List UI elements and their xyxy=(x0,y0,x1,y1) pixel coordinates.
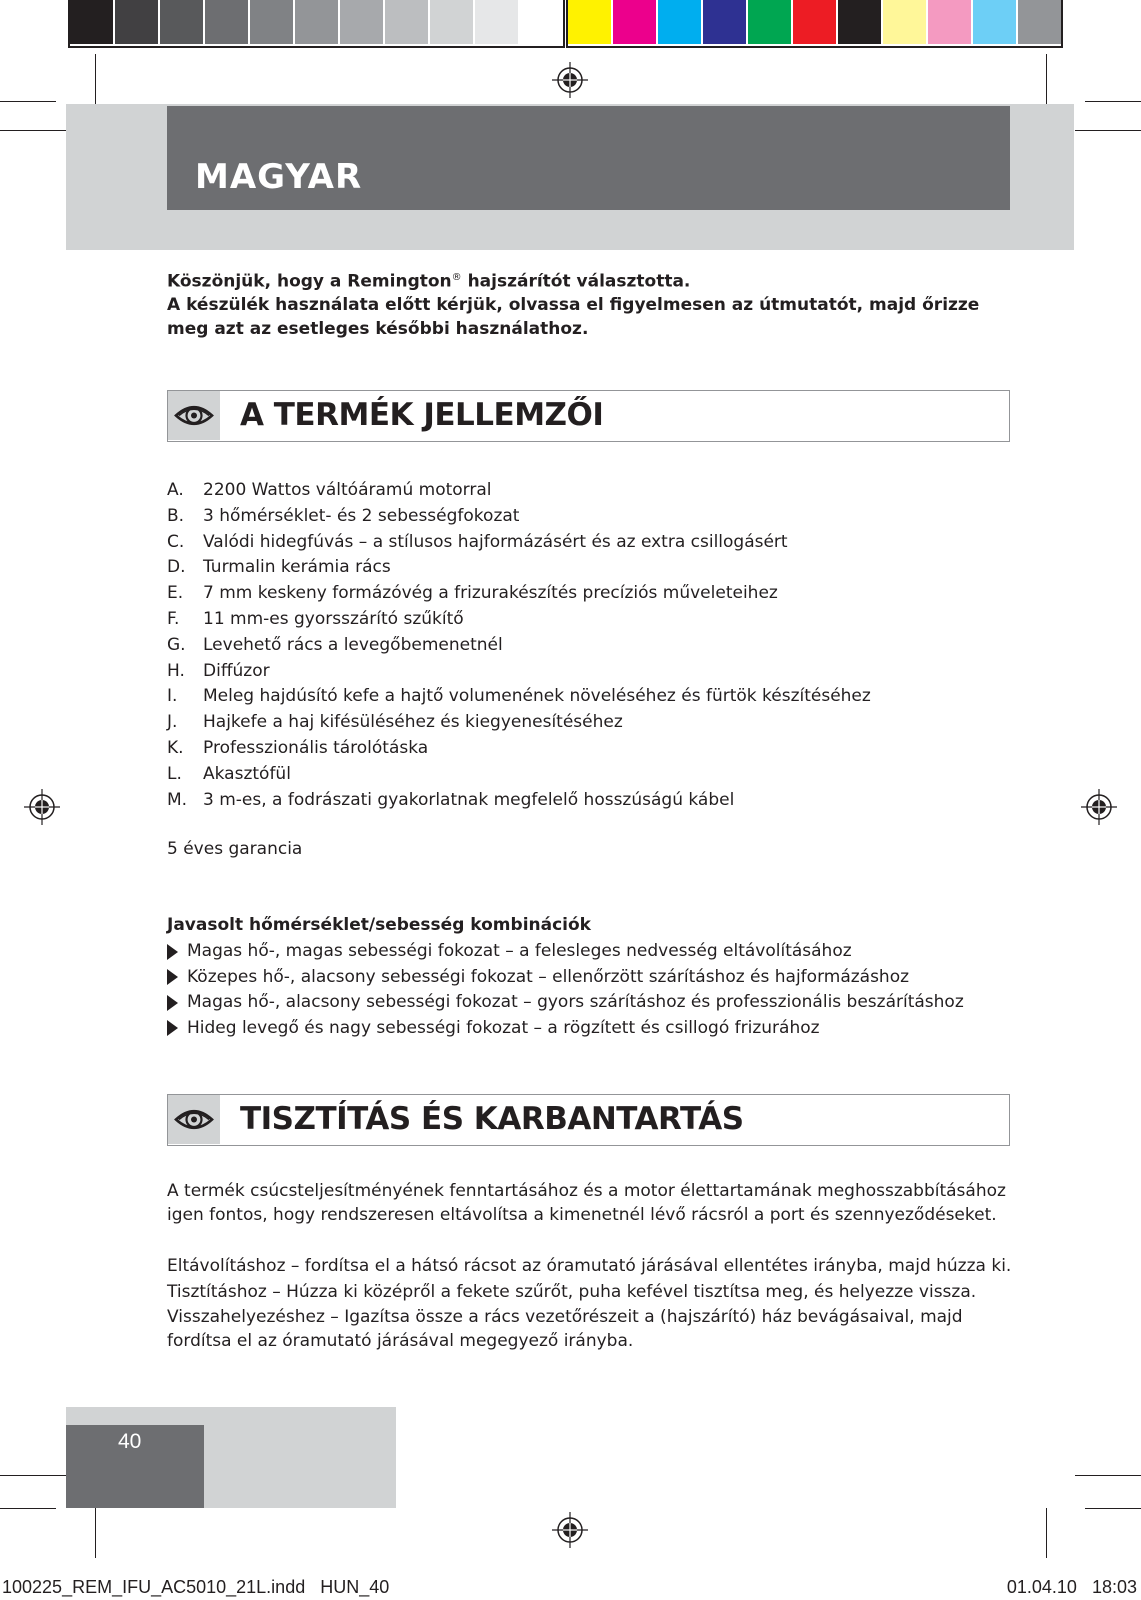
replace-instruction: Visszahelyezéshez – Igazítsa össze a rács vezetőrészeit a (hajszárító) ház bevágásaival, majd fordítsa el az óramutató járásával megegyező irányba. xyxy=(167,1307,963,1351)
combination-item xyxy=(167,939,964,965)
file-slug: 100225_REM_IFU_AC5010_21L.indd HUN_40 xyxy=(2,1577,390,1597)
feature-letter: G. xyxy=(167,634,186,655)
feature-text: Hajkefe a haj kifésüléséhez és kiegyenesítéséhez xyxy=(203,712,623,733)
feature-letter: H. xyxy=(167,660,185,681)
color-swatch xyxy=(250,0,293,44)
feature-item xyxy=(167,710,871,736)
feature-text: Meleg hajdúsító kefe a hajtő volumenének növeléséhez és fürtök készítéséhez xyxy=(203,686,871,707)
registration-mark-icon xyxy=(1081,789,1117,825)
feature-item xyxy=(167,530,871,556)
color-swatch xyxy=(430,0,473,44)
crop-mark xyxy=(0,101,56,102)
date-slug: 01.04.10 18:03 xyxy=(1006,1577,1137,1597)
intro-text xyxy=(167,266,1017,341)
combination-text: Közepes hő-, alacsony sebességi fokozat – ellenőrzött szárításhoz és hajformázáshoz xyxy=(187,966,910,987)
feature-text: 2200 Wattos váltóáramú motorral xyxy=(203,480,492,500)
combinations-title: Javasolt hőmérséklet/sebesség kombinációk xyxy=(167,915,591,935)
section-icon-cell xyxy=(168,1095,220,1144)
color-swatch xyxy=(70,0,113,44)
crop-mark xyxy=(0,1508,56,1509)
feature-text: 7 mm keskeny formázóvég a frizurakészítés precíziós műveleteihez xyxy=(203,583,778,604)
feature-item xyxy=(167,659,871,685)
feature-list xyxy=(167,478,871,813)
crop-mark xyxy=(0,1475,66,1476)
crop-mark xyxy=(1075,130,1141,131)
combination-item xyxy=(167,1016,964,1042)
process-color-bar xyxy=(566,0,1063,48)
eye-icon xyxy=(168,391,220,440)
bullet-arrow-icon xyxy=(167,995,178,1011)
page-number: 40 xyxy=(118,1430,142,1453)
intro-line-2: A készülék használata előtt kérjük, olvassa el figyelmesen az útmutatót, majd őrizze meg azt az esetleges későbbi használathoz. xyxy=(167,295,980,339)
color-swatch xyxy=(658,0,701,44)
feature-letter: C. xyxy=(167,531,185,552)
eye-icon xyxy=(168,1095,220,1144)
registration-mark-icon xyxy=(552,1512,588,1548)
color-swatch xyxy=(793,0,836,44)
feature-text: Turmalin kerámia rács xyxy=(203,557,391,578)
feature-letter: A. xyxy=(167,480,184,500)
crop-mark xyxy=(0,130,66,131)
feature-text: 3 hőmérséklet- és 2 sebességfokozat xyxy=(203,505,520,526)
color-swatch xyxy=(748,0,791,44)
feature-item xyxy=(167,633,871,659)
feature-letter: F. xyxy=(167,608,180,629)
color-swatch xyxy=(613,0,656,44)
feature-letter: D. xyxy=(167,557,186,578)
bullet-arrow-icon xyxy=(167,944,178,960)
feature-text: 11 mm-es gyorsszárító szűkítő xyxy=(203,608,464,629)
combination-text: Hideg levegő és nagy sebességi fokozat – a rögzített és csillogó frizurához xyxy=(187,1017,820,1038)
feature-item xyxy=(167,736,871,762)
intro-line-1: Köszönjük, hogy a Remington® hajszárítót választotta. xyxy=(167,271,691,292)
color-swatch xyxy=(1018,0,1061,44)
combination-item xyxy=(167,990,964,1016)
section-icon-cell xyxy=(168,391,220,440)
section-title: A TERMÉK JELLEMZŐI xyxy=(240,397,604,433)
crop-mark xyxy=(1046,54,1047,104)
feature-letter: J. xyxy=(167,712,178,733)
color-swatch xyxy=(340,0,383,44)
feature-letter: E. xyxy=(167,583,184,604)
combinations-list xyxy=(167,939,964,1041)
crop-mark xyxy=(95,1508,96,1558)
color-swatch xyxy=(475,0,518,44)
feature-letter: L. xyxy=(167,763,182,784)
feature-letter: M. xyxy=(167,789,188,810)
feature-item xyxy=(167,555,871,581)
registration-mark-icon xyxy=(24,789,60,825)
feature-text: Valódi hidegfúvás – a stílusos hajformázásért és az extra csillogásért xyxy=(203,531,788,552)
color-swatch xyxy=(568,0,611,44)
color-swatch xyxy=(838,0,881,44)
color-swatch xyxy=(973,0,1016,44)
feature-item xyxy=(167,788,871,814)
registration-mark-icon xyxy=(552,62,588,98)
feature-text: Professzionális tárolótáska xyxy=(203,737,429,758)
crop-mark xyxy=(1085,1508,1141,1509)
language-title: MAGYAR xyxy=(195,157,363,197)
cleaning-paragraph: A termék csúcsteljesítményének fenntartásához és a motor élettartamának meghosszabbításához igen fontos, hogy rendszeresen eltávolítsa a kimenetnél lévő rácsról a port és szennyeződéseket. xyxy=(167,1181,1006,1225)
feature-letter: K. xyxy=(167,737,184,758)
color-swatch xyxy=(115,0,158,44)
color-swatch xyxy=(160,0,203,44)
feature-letter: I. xyxy=(167,686,178,707)
combination-item xyxy=(167,965,964,991)
cleaning-instructions xyxy=(167,1255,1017,1353)
feature-text: Akasztófül xyxy=(203,763,291,784)
feature-item xyxy=(167,607,871,633)
bullet-arrow-icon xyxy=(167,969,178,985)
combination-text: Magas hő-, alacsony sebességi fokozat – gyors szárításhoz és professzionális beszárításhoz xyxy=(187,992,964,1012)
crop-mark xyxy=(95,54,96,104)
color-swatch xyxy=(205,0,248,44)
combination-text: Magas hő-, magas sebességi fokozat – a felesleges nedvesség eltávolításához xyxy=(187,941,852,961)
crop-mark xyxy=(1046,1508,1047,1558)
color-swatch xyxy=(703,0,746,44)
section-header-cleaning xyxy=(167,1094,1010,1146)
grayscale-color-bar xyxy=(68,0,565,48)
clean-instruction: Tisztításhoz – Húzza ki középről a fekete szűrőt, puha kefével tisztítsa meg, és helyezze vissza. xyxy=(167,1281,977,1302)
feature-item xyxy=(167,684,871,710)
warranty-text: 5 éves garancia xyxy=(167,839,303,859)
bullet-arrow-icon xyxy=(167,1020,178,1036)
section-header-features xyxy=(167,390,1010,442)
feature-text: Diffúzor xyxy=(203,660,270,681)
crop-mark xyxy=(1075,1475,1141,1476)
feature-item xyxy=(167,478,871,504)
color-swatch xyxy=(295,0,338,44)
feature-text: 3 m-es, a fodrászati gyakorlatnak megfelelő hosszúságú kábel xyxy=(203,789,735,810)
feature-item xyxy=(167,762,871,788)
color-swatch xyxy=(928,0,971,44)
feature-item xyxy=(167,581,871,607)
color-swatch xyxy=(883,0,926,44)
feature-letter: B. xyxy=(167,505,185,526)
color-swatch xyxy=(385,0,428,44)
remove-instruction: Eltávolításhoz – fordítsa el a hátsó rácsot az óramutató járásával ellentétes irányba, majd húzza ki. xyxy=(167,1256,1012,1276)
feature-item xyxy=(167,504,871,530)
section-title: TISZTÍTÁS ÉS KARBANTARTÁS xyxy=(240,1101,744,1137)
feature-text: Levehető rács a levegőbemenetnél xyxy=(203,634,503,655)
crop-mark xyxy=(1085,101,1141,102)
color-swatch xyxy=(520,0,563,44)
